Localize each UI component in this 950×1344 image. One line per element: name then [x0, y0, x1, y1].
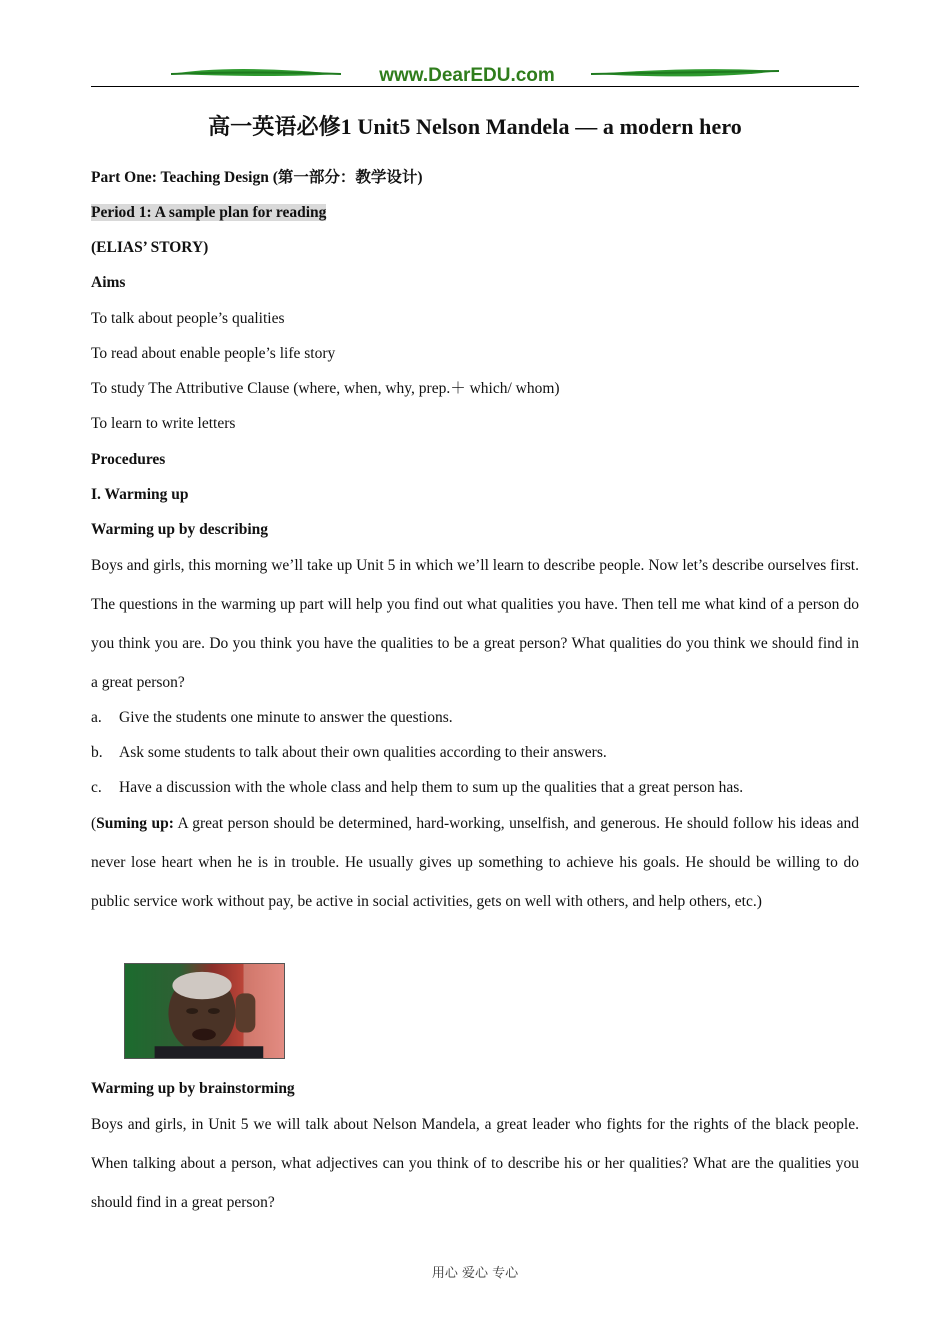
- subsection-heading: Warming up by brainstorming: [91, 1080, 295, 1097]
- list-text: Give the students one minute to answer the questions.: [119, 709, 453, 726]
- list-item: [91, 708, 859, 728]
- svg-text:www.DearEDU.com: www.DearEDU.com: [379, 65, 555, 86]
- summing-label: Suming up:: [96, 815, 174, 832]
- aim-item: To study The Attributive Clause (where, when, why, prep.＋ which/ whom): [91, 380, 560, 397]
- aim-item: To read about enable people’s life story: [91, 345, 336, 362]
- summing-text: A great person should be determined, hard-working, unselfish, and generous. He should follow his ideas and never lose heart when he is in trouble. He usually gives up something to achieve his goals. He should be willing to do public service work without pay, be active in social activities, gets on well with others, and help others, etc.): [91, 815, 859, 910]
- list-marker: b.: [91, 744, 103, 761]
- aim-item: To talk about people’s qualities: [91, 310, 285, 327]
- period-heading-text: Period 1: A sample plan for reading: [91, 204, 327, 221]
- list-text: Have a discussion with the whole class and help them to sum up the qualities that a great person has.: [119, 779, 744, 796]
- describing-paragraph: Boys and girls, this morning we’ll take up Unit 5 in which we’ll learn to describe people. Now let’s describe ourselves first. The questions in the warming up part will help you find out what qualities you have. Then tell me what kind of a person do you think you are. Do you think you have the qualities to be a great person? What qualities do you think we should find in a great person?: [91, 557, 859, 691]
- mandela-photo: [124, 963, 285, 1059]
- part-one-heading: Part One: Teaching Design (第一部分：教学设计): [91, 169, 423, 186]
- document-title: 高一英语必修1 Unit5 Nelson Mandela — a modern hero: [208, 114, 742, 139]
- page-footer: 用心 爱心 专心: [431, 1266, 519, 1281]
- list-marker: a.: [91, 709, 102, 726]
- list-text: Ask some students to talk about their own qualities according to their answers.: [119, 744, 607, 761]
- aim-item: To learn to write letters: [91, 415, 236, 432]
- section-heading: I. Warming up: [91, 486, 189, 503]
- brainstorming-paragraph: Boys and girls, in Unit 5 we will talk about Nelson Mandela, a great leader who fights for the rights of the black people. When talking about a person, what adjectives can you think of to describe his or her qualities? What are the qualities you should find in a great person?: [91, 1116, 859, 1211]
- summing-paragraph: [91, 804, 859, 921]
- aims-heading: Aims: [91, 274, 126, 291]
- dearedu-logo: [171, 62, 779, 88]
- summing-open: (: [91, 815, 97, 832]
- list-marker: c.: [91, 779, 102, 796]
- list-item: [91, 778, 859, 798]
- procedures-heading: Procedures: [91, 451, 166, 468]
- page-header: [91, 60, 859, 90]
- story-heading: (ELIAS’ STORY): [91, 239, 209, 256]
- list-item: [91, 743, 859, 763]
- subsection-heading: Warming up by describing: [91, 521, 268, 538]
- period-heading: [91, 203, 859, 223]
